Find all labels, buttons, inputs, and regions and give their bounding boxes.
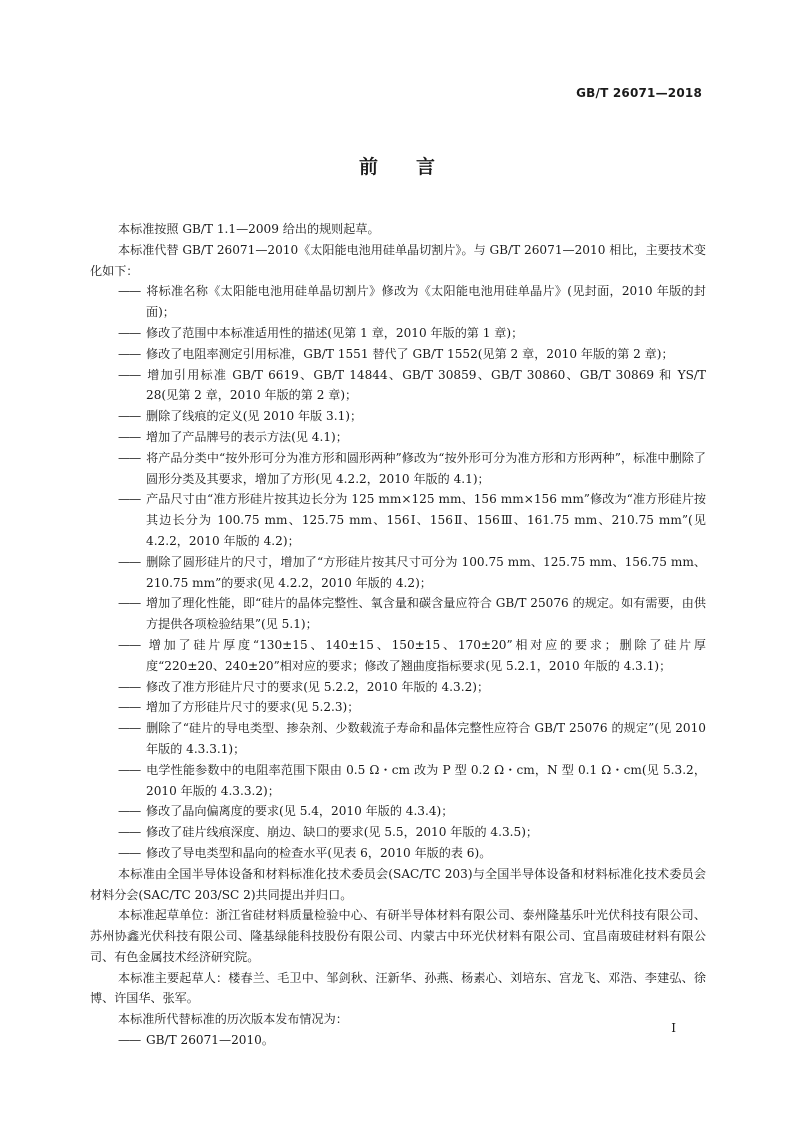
- list-item-text: GB/T 26071—2010。: [146, 1033, 274, 1048]
- list-item: [90, 1030, 706, 1051]
- list-item: [90, 406, 706, 427]
- list-item: [90, 448, 706, 490]
- list-item: [90, 718, 706, 760]
- intro-paragraph: 本标准按照 GB/T 1.1—2009 给出的规则起草。: [118, 222, 380, 236]
- list-item: [90, 760, 706, 802]
- dash-marker: ——: [118, 762, 141, 777]
- list-item: [90, 822, 706, 843]
- history-list: [90, 1030, 706, 1051]
- list-item-text: 产品尺寸由“准方形硅片按其边长分为 125 mm×125 mm、156 mm×156 mm”修改为“准方形硅片按其边长分为 100.75 mm、125.75 mm、156Ⅰ、156Ⅱ、156Ⅲ、161.75 mm、210.75 mm”(见 4.2.2，2010 年版的 4.2)；: [146, 492, 706, 548]
- list-item-text: 修改了硅片线痕深度、崩边、缺口的要求(见 5.5，2010 年版的 4.3.5)；: [146, 825, 539, 840]
- changes-list: [90, 281, 706, 863]
- list-item: [90, 635, 706, 677]
- dash-marker: ——: [118, 492, 141, 507]
- drafting-units-paragraph: 本标准起草单位：浙江省硅材料质量检验中心、有研半导体材料有限公司、泰州隆基乐叶光伏科技有限公司、苏州协鑫光伏科技有限公司、隆基绿能科技股份有限公司、内蒙古中环光伏材料有限公司、宜昌南玻硅材料有限公司、有色金属技术经济研究院。: [90, 908, 706, 964]
- list-item: [90, 593, 706, 635]
- dash-marker: ——: [118, 700, 141, 715]
- list-item: [90, 843, 706, 864]
- list-item-text: 删除了“硅片的导电类型、掺杂剂、少数载流子寿命和晶体完整性应符合 GB/T 25076 的规定”(见 2010 年版的 4.3.3.1)；: [146, 721, 706, 756]
- list-item: [90, 697, 706, 718]
- dash-marker: ——: [118, 596, 141, 611]
- list-item-text: 将产品分类中“按外形可分为准方形和圆形两种”修改为“按外形可分为准方形和方形两种”，标准中删除了圆形分类及其要求，增加了方形(见 4.2.2，2010 年版的 4.1)；: [146, 450, 706, 486]
- page-title: 前 言: [358, 156, 435, 178]
- list-item: [90, 427, 706, 448]
- dash-marker: ——: [118, 325, 141, 340]
- list-item: [90, 281, 706, 323]
- dash-marker: ——: [118, 450, 141, 465]
- list-item-text: 修改了范围中本标准适用性的描述(见第 1 章，2010 年版的第 1 章)；: [146, 325, 524, 340]
- list-item: [90, 344, 706, 365]
- dash-marker: ——: [118, 637, 141, 652]
- intro-paragraph: 本标准代替 GB/T 26071—2010《太阳能电池用硅单晶切割片》。与 GB/T 26071—2010 相比，主要技术变化如下：: [90, 242, 706, 278]
- document-body: [90, 219, 706, 1051]
- dash-marker: ——: [118, 409, 141, 424]
- dash-marker: ——: [118, 346, 141, 361]
- list-item: [90, 552, 706, 594]
- list-item: [90, 677, 706, 698]
- dash-marker: ——: [118, 679, 141, 694]
- dash-marker: ——: [118, 284, 141, 299]
- list-item: [90, 365, 706, 407]
- list-item: [90, 801, 706, 822]
- list-item-text: 修改了晶向偏离度的要求(见 5.4，2010 年版的 4.3.4)；: [146, 804, 454, 819]
- dash-marker: ——: [118, 845, 141, 860]
- list-item-text: 增加了理化性能，即“硅片的晶体完整性、氧含量和碳含量应符合 GB/T 25076 的规定。如有需要，由供方提供各项检验结果”(见 5.1)；: [146, 596, 706, 632]
- dash-marker: ——: [118, 554, 141, 569]
- dash-marker: ——: [118, 1033, 141, 1048]
- page-number: Ⅰ: [671, 1021, 676, 1035]
- list-item-text: 修改了电阻率测定引用标准，GB/T 1551 替代了 GB/T 1552(见第 2 章，2010 年版的第 2 章)；: [146, 346, 674, 361]
- list-item-text: 增加了硅片厚度“130±15、140±15、150±15、170±20”相对应的要求；删除了硅片厚度“220±20、240±20”相对应的要求；修改了翘曲度指标要求(见 5.2.1，2010 年版的 4.3.1)；: [146, 637, 706, 673]
- committee-paragraph: 本标准由全国半导体设备和材料标准化技术委员会(SAC/TC 203)与全国半导体设备和材料标准化技术委员会材料分会(SAC/TC 203/SC 2)共同提出并归口。: [90, 866, 706, 902]
- list-item-text: 将标准名称《太阳能电池用硅单晶切割片》修改为《太阳能电池用硅单晶片》(见封面，2010 年版的封面)；: [146, 284, 706, 320]
- dash-marker: ——: [118, 429, 141, 444]
- list-item-text: 删除了圆形硅片的尺寸，增加了“方形硅片按其尺寸可分为 100.75 mm、125.75 mm、156.75 mm、210.75 mm”的要求(见 4.2.2，2010 年版的 4.2)；: [146, 554, 706, 590]
- list-item-text: 增加引用标准 GB/T 6619、GB/T 14844、GB/T 30859、GB/T 30860、GB/T 30869 和 YS/T 28(见第 2 章，2010 年版的第 2 章)；: [146, 367, 706, 403]
- dash-marker: ——: [118, 721, 141, 736]
- list-item-text: 增加了方形硅片尺寸的要求(见 5.2.3)；: [146, 700, 360, 715]
- standard-code: GB/T 26071—2018: [576, 86, 702, 100]
- list-item: [90, 323, 706, 344]
- drafters-paragraph: 本标准主要起草人：楼春兰、毛卫中、邹剑秋、汪新华、孙燕、杨素心、刘培东、宫龙飞、邓浩、李建弘、徐博、许国华、张军。: [90, 970, 706, 1006]
- list-item: [90, 489, 706, 551]
- list-item-text: 电学性能参数中的电阻率范围下限由 0.5 Ω・cm 改为 P 型 0.2 Ω・cm，N 型 0.1 Ω・cm(见 5.3.2，2010 年版的 4.3.3.2)；: [146, 762, 707, 798]
- history-intro-paragraph: 本标准所代替标准的历次版本发布情况为：: [118, 1012, 348, 1027]
- list-item-text: 删除了线痕的定义(见 2010 年版 3.1)；: [146, 409, 363, 424]
- dash-marker: ——: [118, 804, 141, 819]
- list-item-text: 修改了导电类型和晶向的检查水平(见表 6，2010 年版的表 6)。: [146, 845, 492, 860]
- list-item-text: 修改了准方形硅片尺寸的要求(见 5.2.2，2010 年版的 4.3.2)；: [146, 679, 490, 694]
- dash-marker: ——: [118, 825, 141, 840]
- dash-marker: ——: [118, 367, 141, 382]
- list-item-text: 增加了产品牌号的表示方法(见 4.1)；: [146, 429, 348, 444]
